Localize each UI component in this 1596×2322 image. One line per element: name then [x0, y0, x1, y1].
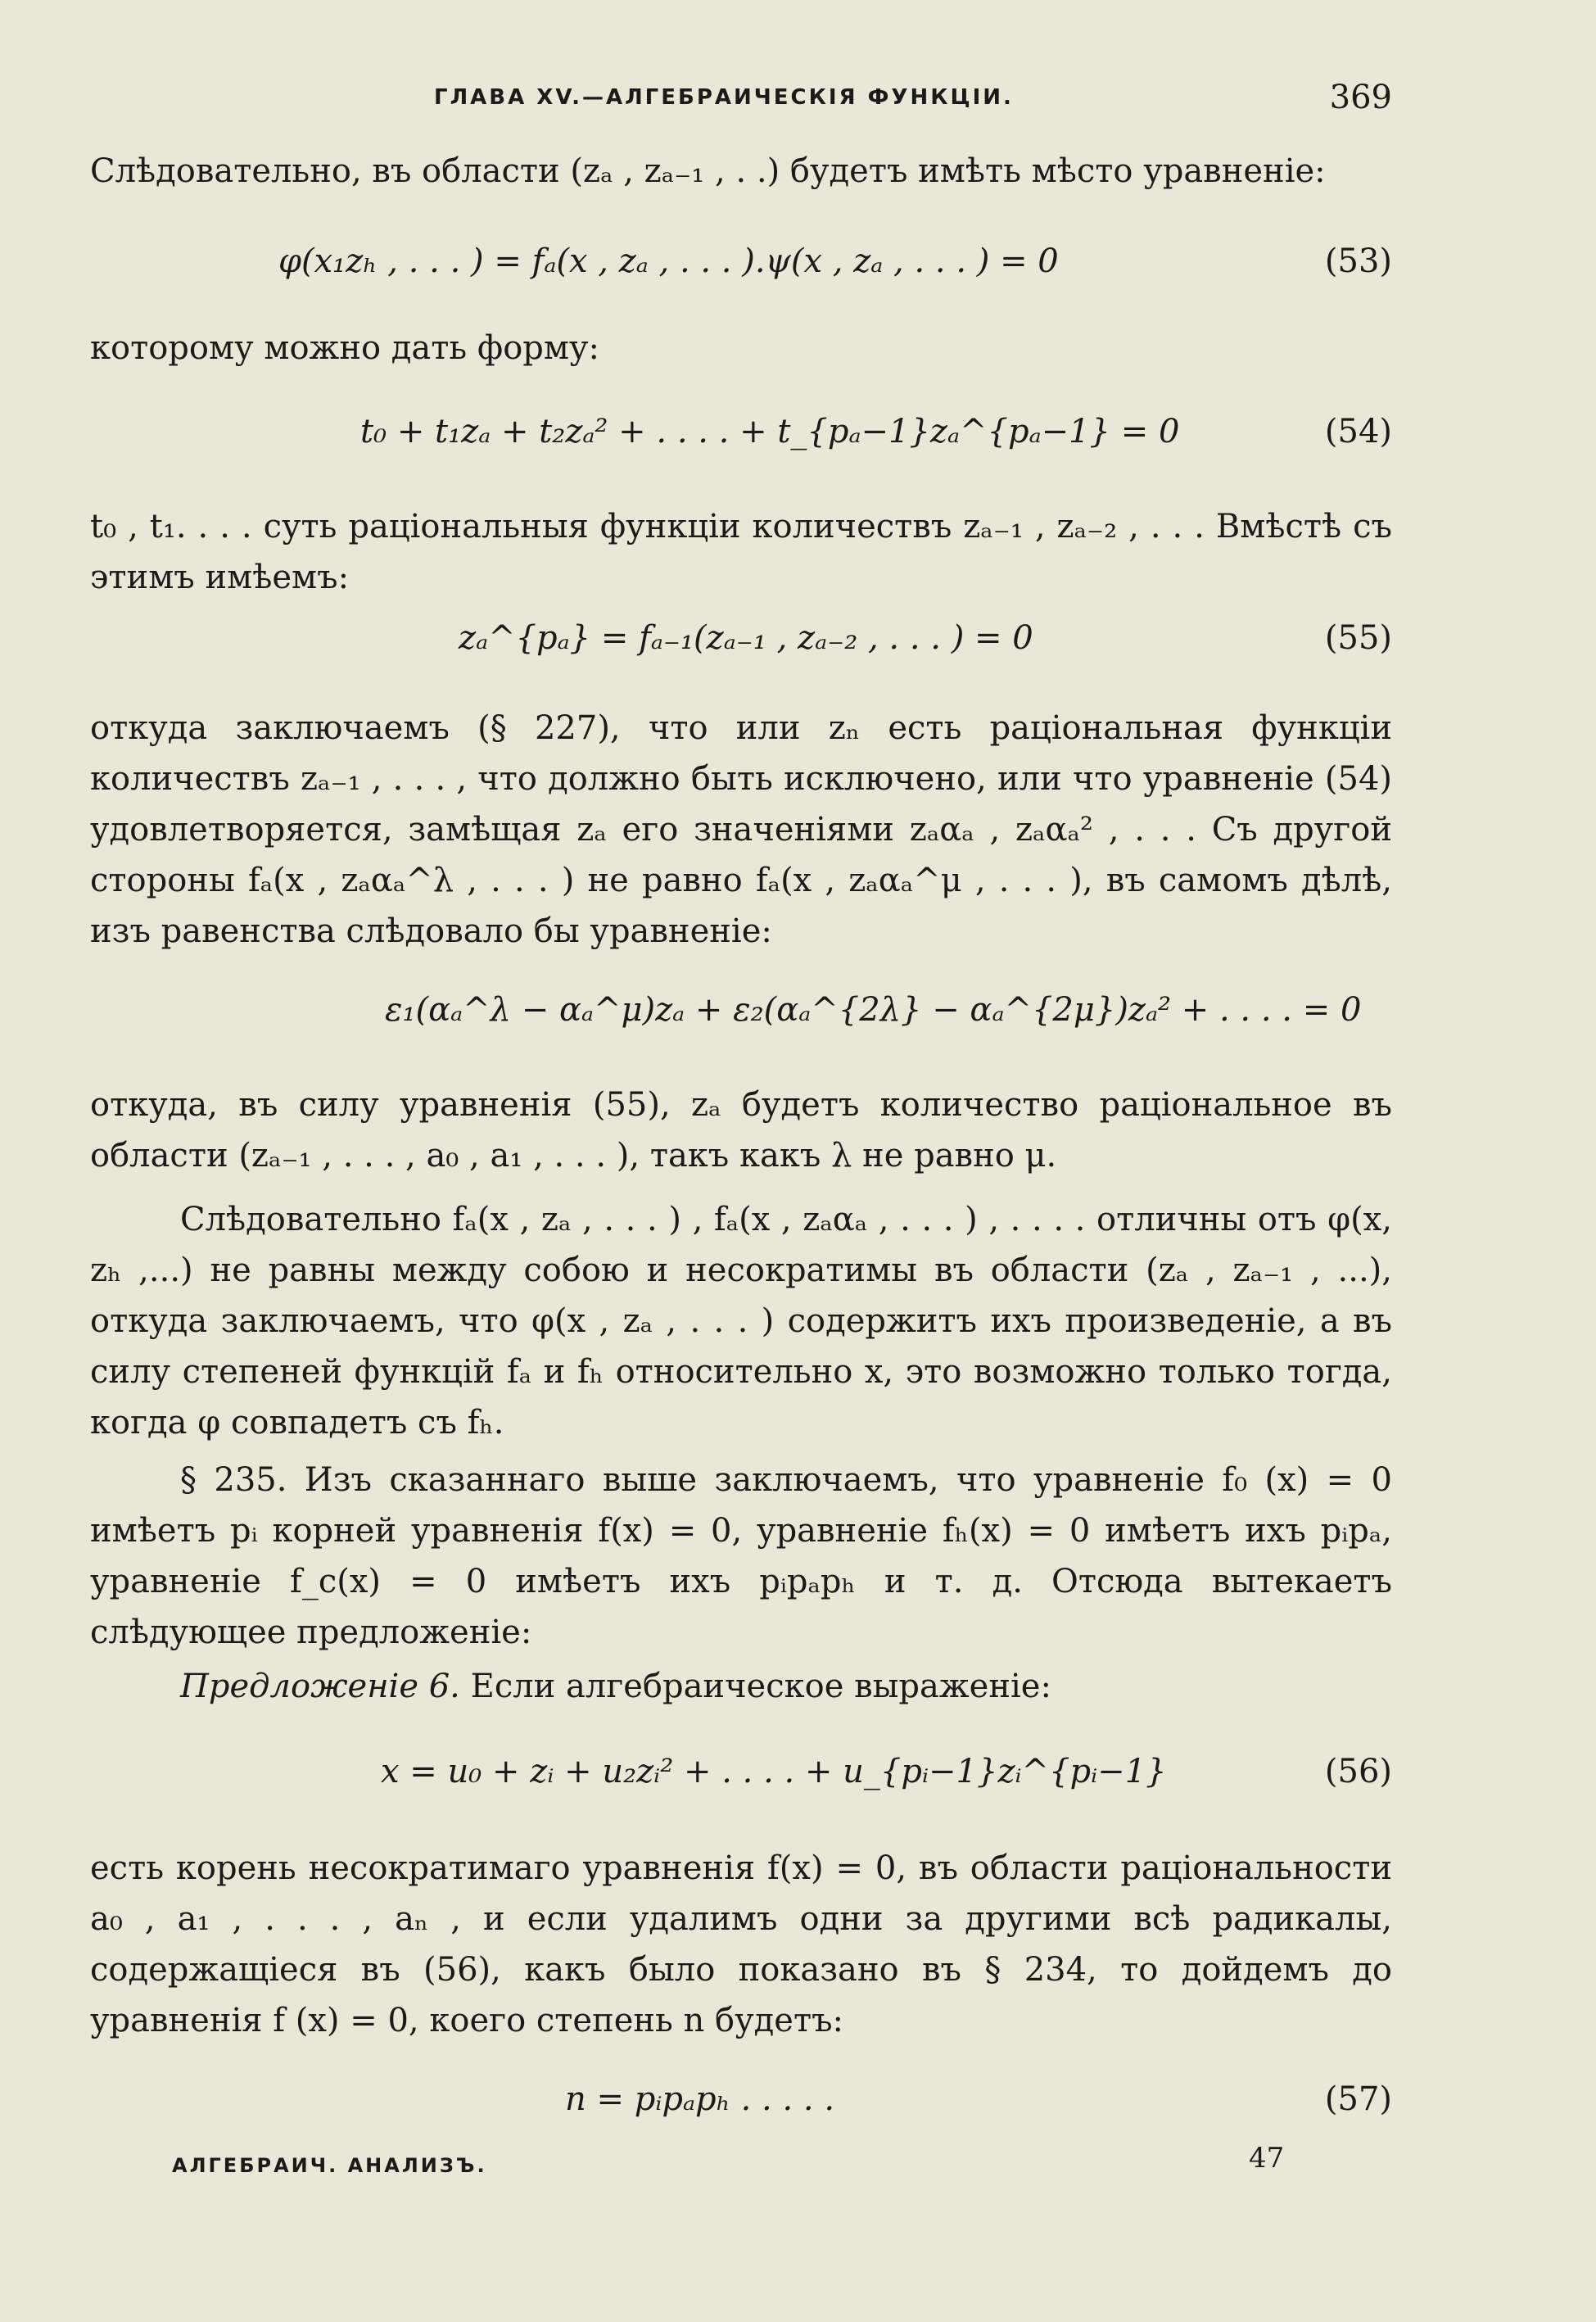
paragraph-6: Слѣдовательно fₐ(x , zₐ , . . . ) , fₐ(x , zₐαₐ , . . . ) , . . . . отличны отъ φ(x, zₕ ,...) не равны между собою и несократимы въ области (zₐ , zₐ₋₁ , ...), откуда заключаемъ, что φ(x , zₐ , . . . ) содержитъ ихъ произведеніе, а въ силу степеней функцій fₐ и fₕ относительно x, это возможно только тогда, когда φ совпадетъ съ fₕ.	[90, 1201, 1392, 1442]
page-number: 369	[1329, 79, 1392, 116]
page-header	[90, 79, 1392, 128]
running-head: ГЛАВА XV.—АЛГЕБРАИЧЕСКІЯ ФУНКЦІИ.	[434, 85, 1014, 110]
proposition-text: Если алгебраическое выраженіе:	[459, 1668, 1051, 1705]
equation-54-body: t₀ + t₁zₐ + t₂zₐ² + . . . . + t_{pₐ−1}zₐ^{pₐ−1} = 0	[360, 413, 1180, 450]
equation-53-body: φ(x₁zₕ , . . . ) = fₐ(x , zₐ , . . . ).ψ(x , zₐ , . . . ) = 0	[278, 242, 1059, 280]
paragraph-3: t₀ , t₁. . . . суть раціональныя функціи количествъ zₐ₋₁ , zₐ₋₂ , . . . Вмѣстѣ съ этимъ имѣемъ:	[90, 508, 1392, 596]
signature-number: 47	[1249, 2142, 1285, 2175]
equation-53	[90, 242, 1392, 300]
proposition-label: Предложеніе 6.	[180, 1668, 460, 1705]
equation-55-number: (55)	[1324, 619, 1392, 657]
equation-55-body: zₐ^{pₐ} = fₐ₋₁(zₐ₋₁ , zₐ₋₂ , . . . ) = 0	[459, 619, 1033, 657]
equation-57-number: (57)	[1324, 2080, 1392, 2118]
equation-53-number: (53)	[1324, 242, 1392, 280]
paragraph-1: Слѣдовательно, въ области (zₐ , zₐ₋₁ , . .) будетъ имѣть мѣсто уравненіе:	[90, 152, 1326, 190]
equation-56-body: x = u₀ + zᵢ + u₂zᵢ² + . . . . + u_{pᵢ−1}zᵢ^{pᵢ−1}	[381, 1753, 1167, 1790]
footer-title: АЛГЕБРАИЧ. АНАЛИЗЪ.	[172, 2154, 487, 2177]
equation-unnumbered	[90, 991, 1392, 1048]
equation-56	[90, 1753, 1392, 1810]
equation-unnumbered-body: ε₁(αₐ^λ − αₐ^μ)zₐ + ε₂(αₐ^{2λ} − αₐ^{2μ})zₐ² + . . . . = 0	[385, 991, 1362, 1029]
equation-57	[90, 2080, 1392, 2138]
paragraph-5: откуда, въ силу уравненія (55), zₐ будетъ количество раціональное въ области (zₐ₋₁ , . . . , a₀ , a₁ , . . . ), такъ какъ λ не равно μ.	[90, 1086, 1392, 1175]
equation-55	[90, 619, 1392, 677]
paragraph-2: которому можно дать форму:	[90, 329, 600, 367]
equation-54	[90, 413, 1392, 470]
equation-56-number: (56)	[1324, 1753, 1392, 1790]
paragraph-4: откуда заключаемъ (§ 227), что или zₙ есть раціональная функціи количествъ zₐ₋₁ , . . . , что должно быть исключено, или что уравненіе (54) удовлетворяется, замѣщая zₐ его значеніями zₐαₐ , zₐαₐ² , . . . Съ другой стороны fₐ(x , zₐαₐ^λ , . . . ) не равно fₐ(x , zₐαₐ^μ , . . . ), въ самомъ дѣлѣ, изъ равенства слѣдовало бы уравненіе:	[90, 709, 1392, 950]
equation-57-body: n = pᵢpₐpₕ . . . . .	[565, 2080, 835, 2118]
paragraph-9: есть корень несократимаго уравненія f(x) = 0, въ области раціональности a₀ , a₁ , . . . , aₙ , и если удалимъ одни за другими всѣ радикалы, содержащіеся въ (56), какъ было показано въ § 234, то дойдемъ до уравненія f (x) = 0, коего степень n будетъ:	[90, 1849, 1392, 2039]
paragraph-7-section-235: § 235. Изъ сказаннаго выше заключаемъ, что уравненіе f₀ (x) = 0 имѣетъ pᵢ корней уравненія f(x) = 0, уравненіе fₕ(x) = 0 имѣетъ ихъ pᵢpₐ, уравненіе f_c(x) = 0 имѣетъ ихъ pᵢpₐpₕ и т. д. Отсюда вытекаетъ слѣдующее предложеніе:	[90, 1461, 1392, 1651]
equation-54-number: (54)	[1324, 413, 1392, 450]
paragraph-8-proposition	[90, 1661, 1392, 1712]
